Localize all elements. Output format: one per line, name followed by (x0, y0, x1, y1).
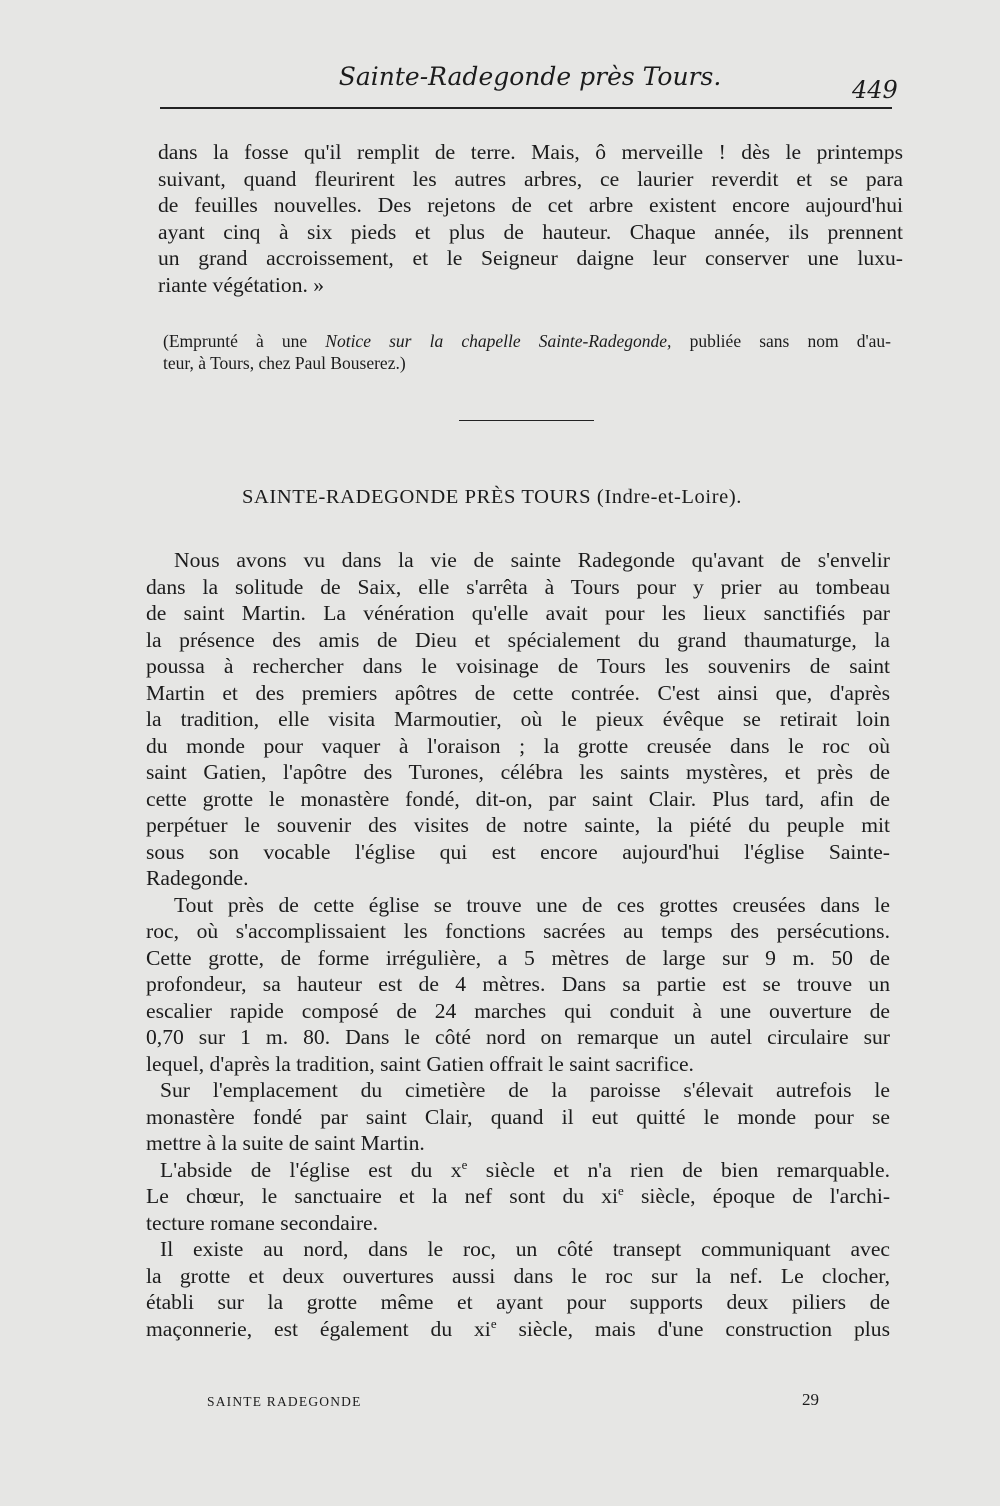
text-line: de saint Martin. La vénération qu'elle avait pour les lieux sanctifiés par (146, 601, 890, 625)
text-line: escalier rapide composé de 24 marches qui conduit à une ouverture de (146, 998, 890, 1023)
text-line: la présence des amis de Dieu et spécialement du grand thaumaturge, la (146, 627, 890, 652)
text-line (146, 1183, 890, 1210)
text-line: du monde pour vaquer à l'oraison ; la grotte creusée dans le roc où (146, 733, 890, 758)
text-line (146, 1316, 890, 1343)
running-title: Sainte-Radegonde près Tours. (338, 62, 722, 91)
text-line: de feuilles nouvelles. Des rejetons de cet arbre existent encore aujourd'hui (158, 193, 903, 217)
text-line: Cette grotte, de forme irrégulière, a 5 mètres de large sur 9 m. 50 de (146, 945, 890, 970)
citation-suffix: publiée sans nom d'au- (671, 331, 891, 351)
section-separator (459, 420, 594, 421)
text-line: dans la solitude de Saix, elle s'arrêta à Tours pour y prier au tombeau (146, 574, 890, 599)
text-line: sous son vocable l'église qui est encore aujourd'hui l'église Sainte- (146, 839, 890, 864)
text-line: Martin et des premiers apôtres de cette contrée. C'est ainsi que, d'après (146, 680, 890, 705)
text-line: Radegonde. (146, 866, 249, 890)
page-number: 449 (852, 76, 898, 104)
text-line: cette grotte le monastère fondé, dit-on, par saint Clair. Plus tard, afin de (146, 786, 890, 811)
text-line: Sur l'emplacement du cimetière de la paroisse s'élevait autrefois le (160, 1078, 890, 1102)
section-heading-sub: (Indre-et-Loire). (591, 486, 742, 508)
text-fragment: L'abside de l'église est du x (160, 1157, 462, 1182)
text-line: saint Gatien, l'apôtre des Turones, célébra les saints mystères, et près de (146, 760, 890, 784)
text-line: perpétuer le souvenir des visites de notre sainte, la piété du peuple mit (146, 813, 890, 837)
text-line: la tradition, elle visita Marmoutier, où le pieux évêque se retirait loin (146, 707, 890, 731)
citation-note (163, 330, 891, 374)
superscript: e (461, 1156, 468, 1172)
body-text (146, 547, 890, 1342)
text-line: roc, où s'accomplissaient les fonctions sacrées au temps des persécutions. (146, 919, 890, 943)
sheet-number: 29 (802, 1390, 819, 1409)
text-line: lequel, d'après la tradition, saint Gatien offrait le saint sacrifice. (146, 1051, 694, 1076)
superscript: e (490, 1315, 497, 1331)
citation-prefix: (Emprunté à une (163, 331, 326, 351)
section-heading-main: SAINTE-RADEGONDE PRÈS TOURS (242, 486, 592, 508)
header-rule (160, 107, 892, 109)
text-line: poussa à rechercher dans le voisinage de Tours les souvenirs de saint (146, 654, 890, 678)
text-fragment: Le chœur, le sanctuaire et la nef sont du xi (146, 1184, 619, 1208)
text-line: Il existe au nord, dans le roc, un côté transept communiquant avec (160, 1237, 890, 1261)
text-line: suivant, quand fleurirent les autres arbres, ce laurier reverdit et se para (158, 166, 903, 191)
citation-source-title: Notice sur la chapelle Sainte-Radegonde, (325, 331, 672, 351)
text-fragment: siècle et n'a rien de bien remarquable. (467, 1157, 890, 1182)
text-fragment: maçonnerie, est également du xi (146, 1316, 491, 1341)
section-heading (242, 486, 812, 509)
text-line: Nous avons vu dans la vie de sainte Radegonde qu'avant de s'envelir (174, 548, 890, 572)
text-line: monastère fondé par saint Clair, quand il eut quitté le monde pour se (146, 1104, 890, 1129)
text-line: ayant cinq à six pieds et plus de hauteur. Chaque année, ils prennent (158, 219, 903, 244)
text-line: établi sur la grotte même et ayant pour supports deux piliers de (146, 1290, 890, 1314)
superscript: e (618, 1182, 624, 1198)
text-line: profondeur, sa hauteur est de 4 mètres. Dans sa partie est se trouve un (146, 972, 890, 996)
text-line: tecture romane secondaire. (146, 1210, 379, 1235)
text-line: riante végétation. » (158, 272, 325, 297)
quote-continuation (158, 139, 903, 298)
citation-line (163, 330, 891, 352)
citation-line: teur, à Tours, chez Paul Bouserez.) (163, 353, 406, 373)
text-fragment: siècle, mais d'une construction plus (496, 1316, 890, 1341)
text-line: un grand accroissement, et le Seigneur daigne leur conserver une luxu- (158, 246, 903, 270)
signature-mark: SAINTE RADEGONDE (207, 1394, 362, 1409)
text-line: mettre à la suite de saint Martin. (146, 1131, 425, 1155)
text-line: dans la fosse qu'il remplit de terre. Mais, ô merveille ! dès le printemps (158, 140, 903, 164)
text-line: Tout près de cette église se trouve une de ces grottes creusées dans le (174, 892, 890, 917)
text-line (146, 1157, 890, 1184)
text-line: 0,70 sur 1 m. 80. Dans le côté nord on remarque un autel circulaire sur (146, 1025, 890, 1049)
text-line: la grotte et deux ouvertures aussi dans le roc sur la nef. Le clocher, (146, 1263, 890, 1288)
text-fragment: siècle, époque de l'archi- (623, 1184, 891, 1208)
